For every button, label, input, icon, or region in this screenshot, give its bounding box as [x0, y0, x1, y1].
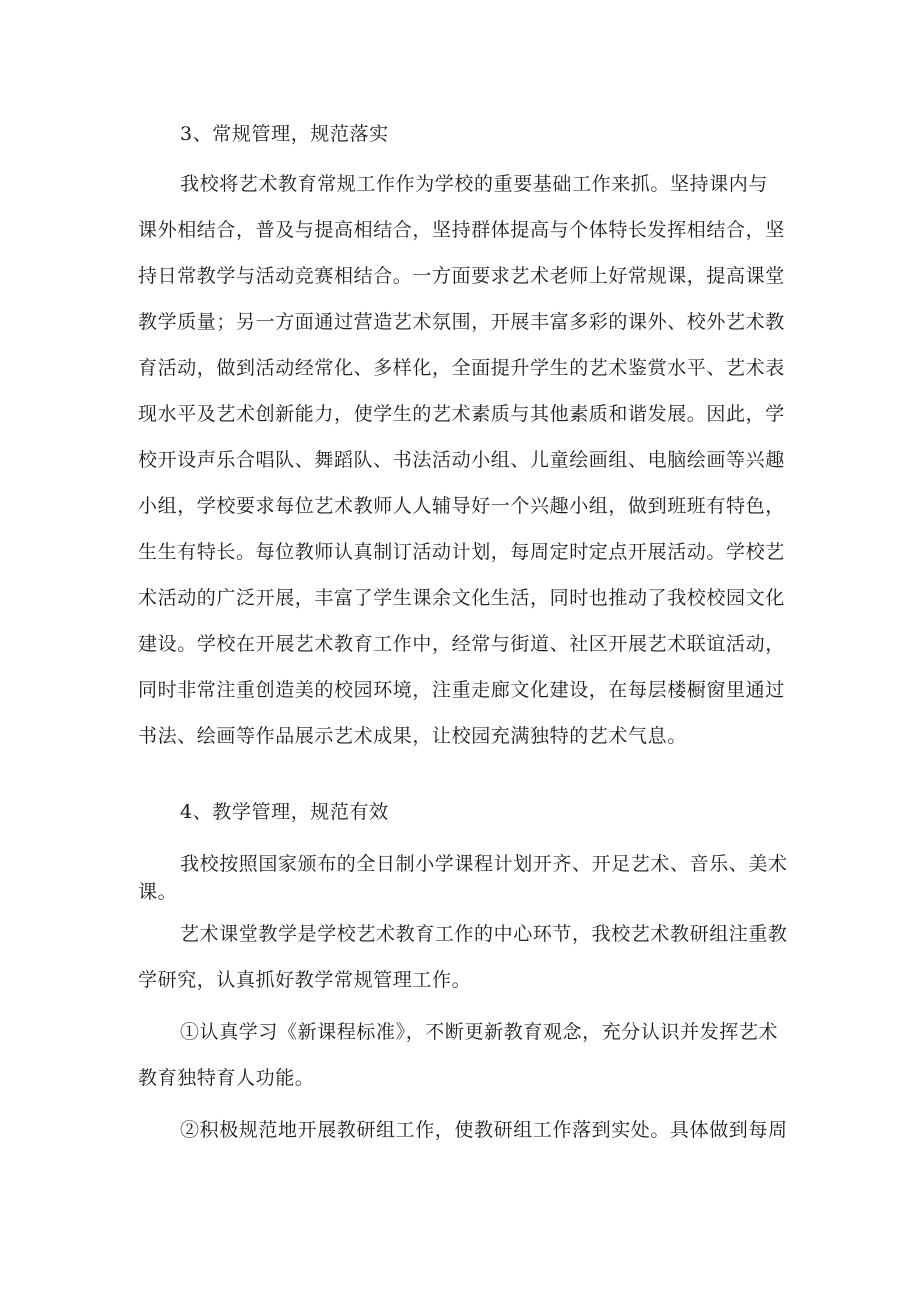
text-line: 育活动，做到活动经常化、多样化，全面提升学生的艺术鉴赏水平、艺术表 [138, 357, 785, 379]
text-line: 学研究，认真抓好教学常规管理工作。 [138, 969, 472, 991]
section-heading-3: 3、常规管理，规范落实 [180, 123, 389, 145]
text-line: 现水平及艺术创新能力，使学生的艺术素质与其他素质和谐发展。因此，学 [138, 403, 785, 425]
section-heading-4: 4、教学管理，规范有效 [180, 801, 389, 823]
text-line: 课。 [138, 881, 178, 903]
text-line: ①认真学习《新课程标准》，不断更新教育观念，充分认识并发挥艺术 [180, 1021, 779, 1043]
text-line: 小组，学校要求每位艺术教师人人辅导好一个兴趣小组，做到班班有特色， [138, 495, 785, 517]
text-line: 教学质量；另一方面通过营造艺术氛围，开展丰富多彩的课外、校外艺术教 [138, 311, 785, 333]
text-line: 我校按照国家颁布的全日制小学课程计划开齐、开足艺术、音乐、美术 [180, 853, 788, 875]
text-line: ②积极规范地开展教研组工作，使教研组工作落到实处。具体做到每周 [180, 1119, 788, 1141]
text-line: 建设。学校在开展艺术教育工作中，经常与街道、社区开展艺术联谊活动， [138, 633, 785, 655]
text-line: 我校将艺术教育常规工作作为学校的重要基础工作来抓。坚持课内与 [180, 173, 769, 195]
text-line: 校开设声乐合唱队、舞蹈队、书法活动小组、儿童绘画组、电脑绘画等兴趣 [138, 449, 785, 471]
text-line: 生生有特长。每位教师认真制订活动计划，每周定时定点开展活动。学校艺 [138, 541, 785, 563]
text-line: 术活动的广泛开展，丰富了学生课余文化生活，同时也推动了我校校园文化 [138, 587, 785, 609]
text-line: 持日常教学与活动竞赛相结合。一方面要求艺术老师上好常规课，提高课堂 [138, 265, 785, 287]
text-line: 书法、绘画等作品展示艺术成果，让校园充满独特的艺术气息。 [138, 725, 687, 747]
text-line: 同时非常注重创造美的校园环境，注重走廊文化建设，在每层楼橱窗里通过 [138, 679, 785, 701]
text-line: 教育独特育人功能。 [138, 1067, 315, 1089]
text-line: 艺术课堂教学是学校艺术教育工作的中心环节，我校艺术教研组注重教 [180, 923, 788, 945]
text-line: 课外相结合，普及与提高相结合，坚持群体提高与个体特长发挥相结合，坚 [138, 219, 785, 241]
